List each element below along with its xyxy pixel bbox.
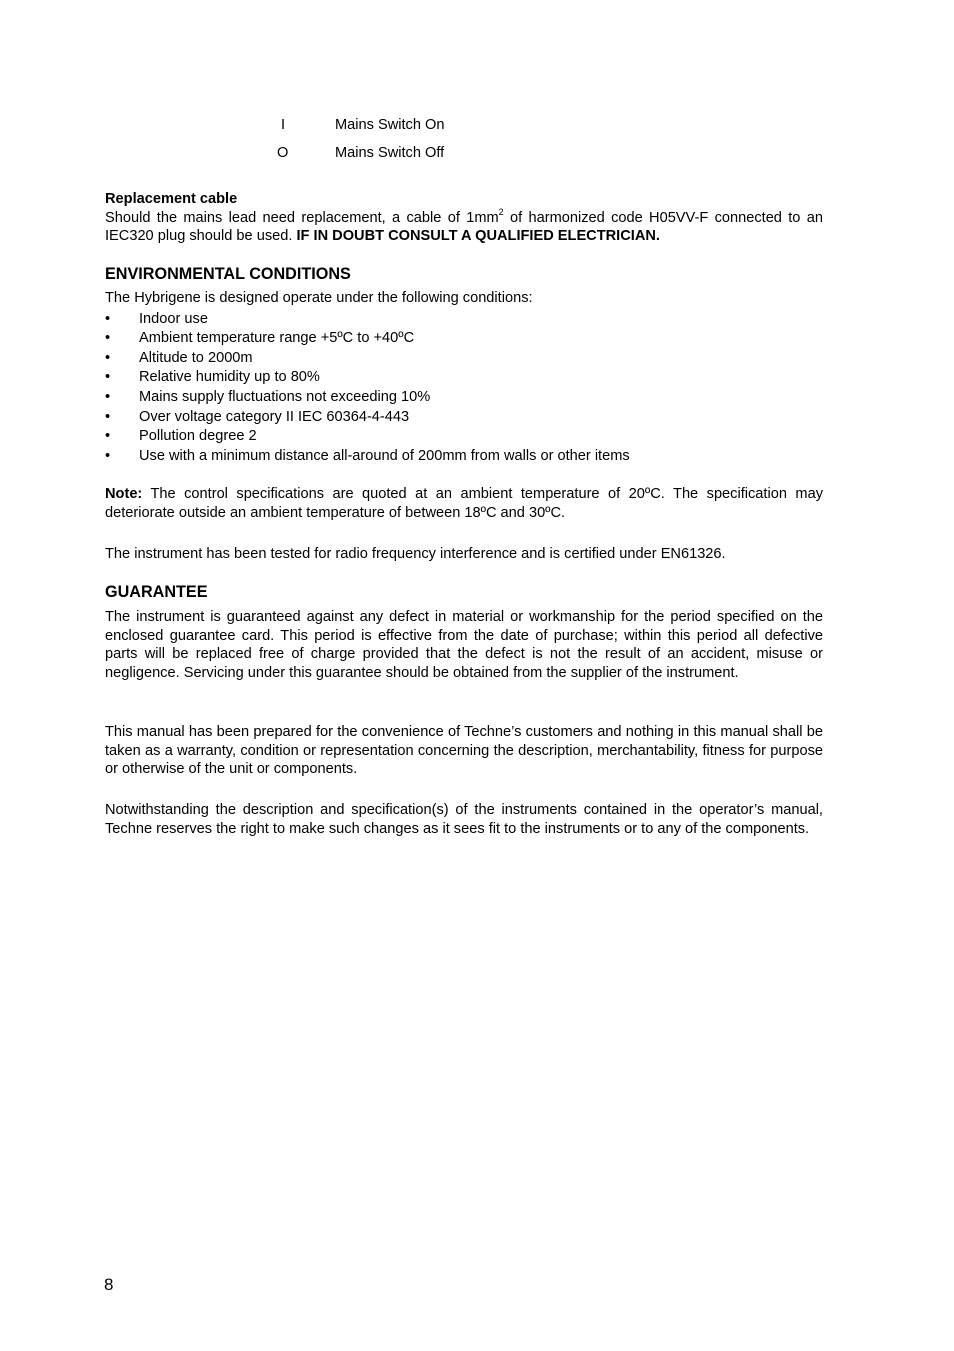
environmental-intro: The Hybrigene is designed operate under the following conditions: — [105, 290, 533, 306]
replacement-cable-heading: Replacement cable — [105, 191, 238, 207]
bullet-icon: • — [105, 388, 111, 405]
note-label: Note: — [105, 486, 143, 502]
list-item: • Ambient temperature range +5ºC to +40ºC — [105, 329, 823, 349]
rfi-paragraph: The instrument has been tested for radio frequency interference and is certified under EN61326. — [105, 546, 726, 562]
guarantee-paragraph-2: This manual has been prepared for the convenience of Techne’s customers and nothing in this manual shall be taken as a warranty, condition or representation concerning the description, merchantability, fitness for purpose or otherwise of the unit or components. — [105, 724, 823, 778]
guarantee-paragraph-3: Notwithstanding the description and specification(s) of the instruments contained in the operator’s manual, Techne reserves the right to make such changes as it sees fit to the instruments or to any of the components. — [105, 802, 823, 837]
bullet-icon: • — [105, 447, 111, 464]
bullet-icon: • — [105, 310, 111, 327]
conditions-list — [105, 310, 823, 467]
environmental-conditions-section — [105, 264, 823, 466]
guarantee-heading: GUARANTEE — [105, 583, 208, 601]
bullet-icon: • — [105, 369, 111, 386]
list-item: • Use with a minimum distance all-around of 200mm from walls or other items — [105, 447, 823, 467]
switch-symbol-off: O — [277, 145, 289, 161]
list-item: • Over voltage category II IEC 60364-4-443 — [105, 408, 823, 428]
superscript-squared: 2 — [498, 206, 504, 217]
environmental-heading: ENVIRONMENTAL CONDITIONS — [105, 265, 351, 283]
list-item: • Altitude to 2000m — [105, 349, 823, 369]
switch-description-on: Mains Switch On — [335, 117, 445, 133]
bullet-icon: • — [105, 330, 111, 347]
electrician-warning: IF IN DOUBT CONSULT A QUALIFIED ELECTRICIAN. — [296, 228, 660, 245]
list-item: • Relative humidity up to 80% — [105, 368, 823, 388]
replacement-cable-text: Should the mains lead need replacement, a cable of $1mm^2$ of harmonized code H05VV-F connected to an IEC320 plug should be used. IF IN DOUBT CONSULT A QUALIFIED ELECTRICIAN. — [105, 206, 823, 245]
switch-description-off: Mains Switch Off — [335, 145, 445, 161]
switch-symbol-on: I — [281, 117, 286, 133]
replacement-cable-section — [105, 190, 823, 246]
list-item: • Indoor use — [105, 310, 823, 330]
guarantee-paragraph-1: The instrument is guaranteed against any defect in material or workmanship for the period specified on the enclosed guarantee card. This period is effective from the date of purchase; within this period all defective parts will be replaced free of charge provided that the defect is not the result of an accident, misuse or negligence. Servicing under this guarantee should be obtained from the supplier of the instrument. — [105, 609, 823, 681]
guarantee-section — [105, 582, 823, 602]
note-paragraph: Note: The control specifications are quoted at an ambient temperature of 20ºC. The specification may deteriorate outside an ambient temperature of between 18ºC and 30ºC. — [105, 486, 823, 521]
bullet-icon: • — [105, 428, 111, 445]
bullet-icon: • — [105, 349, 111, 366]
list-item: • Pollution degree 2 — [105, 427, 823, 447]
page-number: 8 — [104, 1275, 114, 1294]
bullet-icon: • — [105, 408, 111, 425]
list-item: • Mains supply fluctuations not exceeding 10% — [105, 388, 823, 408]
